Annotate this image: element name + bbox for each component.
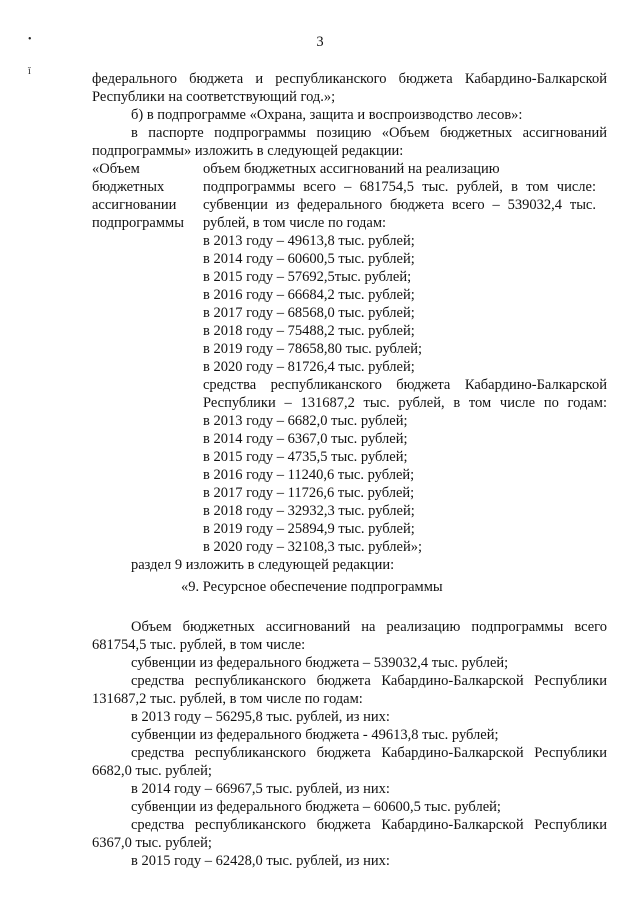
text-line: средства республиканского бюджета Кабардино-Балкарской Республики: [131, 817, 607, 833]
margin-mark: ǐ: [28, 66, 31, 77]
passport-value-line: в 2019 году – 78658,80 тыс. рублей;: [203, 341, 423, 357]
passport-value-line: в 2017 году – 11726,6 тыс. рублей;: [203, 485, 415, 501]
text-line: подпрограммы» изложить в следующей редакции:: [92, 143, 404, 159]
text-line: Республики на соответствующий год.»;: [92, 89, 336, 105]
passport-label-line: ассигновании: [92, 197, 177, 213]
section-heading: «9. Ресурсное обеспечение подпрограммы: [181, 579, 443, 595]
passport-value-line: в 2018 году – 75488,2 тыс. рублей;: [203, 323, 415, 339]
passport-label-line: подпрограммы: [92, 215, 184, 231]
text-line: субвенции из федерального бюджета – 539032,4 тыс. рублей;: [131, 655, 509, 671]
text-line: 6682,0 тыс. рублей;: [92, 763, 212, 779]
passport-value-line: в 2015 году – 4735,5 тыс. рублей;: [203, 449, 408, 465]
passport-value-line: рублей, в том числе по годам:: [203, 215, 387, 231]
passport-value-line: объем бюджетных ассигнований на реализацию: [203, 161, 500, 177]
text-line: субвенции из федерального бюджета – 60600,5 тыс. рублей;: [131, 799, 501, 815]
passport-value-line: в 2016 году – 66684,2 тыс. рублей;: [203, 287, 415, 303]
text-line: средства республиканского бюджета Кабардино-Балкарской Республики: [131, 745, 607, 761]
passport-value-line: в 2013 году – 6682,0 тыс. рублей;: [203, 413, 408, 429]
text-line: средства республиканского бюджета Кабардино-Балкарской Республики: [131, 673, 607, 689]
passport-label-line: бюджетных: [92, 179, 165, 195]
passport-value-line: в 2019 году – 25894,9 тыс. рублей;: [203, 521, 415, 537]
passport-label-line: «Объем: [92, 161, 140, 177]
passport-value-line: в 2020 году – 32108,3 тыс. рублей»;: [203, 539, 423, 555]
text-line: в 2015 году – 62428,0 тыс. рублей, из них:: [131, 853, 390, 869]
text-line: в паспорте подпрограммы позицию «Объем бюджетных ассигнований: [131, 125, 607, 141]
passport-value-line: субвенции из федерального бюджета всего – 539032,4 тыс.: [203, 197, 596, 213]
passport-value-line: в 2014 году – 60600,5 тыс. рублей;: [203, 251, 415, 267]
text-line: федерального бюджета и республиканского бюджета Кабардино-Балкарской: [92, 71, 607, 87]
text-line: 131687,2 тыс. рублей, в том числе по годам:: [92, 691, 363, 707]
text-line: б) в подпрограмме «Охрана, защита и воспроизводство лесов»:: [131, 107, 523, 123]
passport-value-line: в 2016 году – 11240,6 тыс. рублей;: [203, 467, 415, 483]
text-line: в 2014 году – 66967,5 тыс. рублей, из них:: [131, 781, 390, 797]
text-line: 681754,5 тыс. рублей, в том числе:: [92, 637, 306, 653]
passport-value-line: в 2014 году – 6367,0 тыс. рублей;: [203, 431, 408, 447]
text-line: в 2013 году – 56295,8 тыс. рублей, из них:: [131, 709, 390, 725]
text-line: субвенции из федерального бюджета - 49613,8 тыс. рублей;: [131, 727, 499, 743]
passport-value-line: Республики – 131687,2 тыс. рублей, в том числе по годам:: [203, 395, 607, 411]
section-intro: раздел 9 изложить в следующей редакции:: [131, 557, 395, 573]
passport-value-line: в 2020 году – 81726,4 тыс. рублей;: [203, 359, 415, 375]
margin-mark: •: [28, 34, 32, 45]
passport-value-line: средства республиканского бюджета Кабардино-Балкарской: [203, 377, 607, 393]
passport-value-line: в 2017 году – 68568,0 тыс. рублей;: [203, 305, 415, 321]
text-line: Объем бюджетных ассигнований на реализацию подпрограммы всего: [131, 619, 607, 635]
passport-value-line: в 2015 году – 57692,5тыс. рублей;: [203, 269, 412, 285]
page-number: 3: [316, 34, 324, 50]
passport-value-line: в 2013 году – 49613,8 тыс. рублей;: [203, 233, 415, 249]
text-line: 6367,0 тыс. рублей;: [92, 835, 212, 851]
passport-value-line: подпрограммы всего – 681754,5 тыс. рублей, в том числе:: [203, 179, 596, 195]
passport-value-line: в 2018 году – 32932,3 тыс. рублей;: [203, 503, 415, 519]
